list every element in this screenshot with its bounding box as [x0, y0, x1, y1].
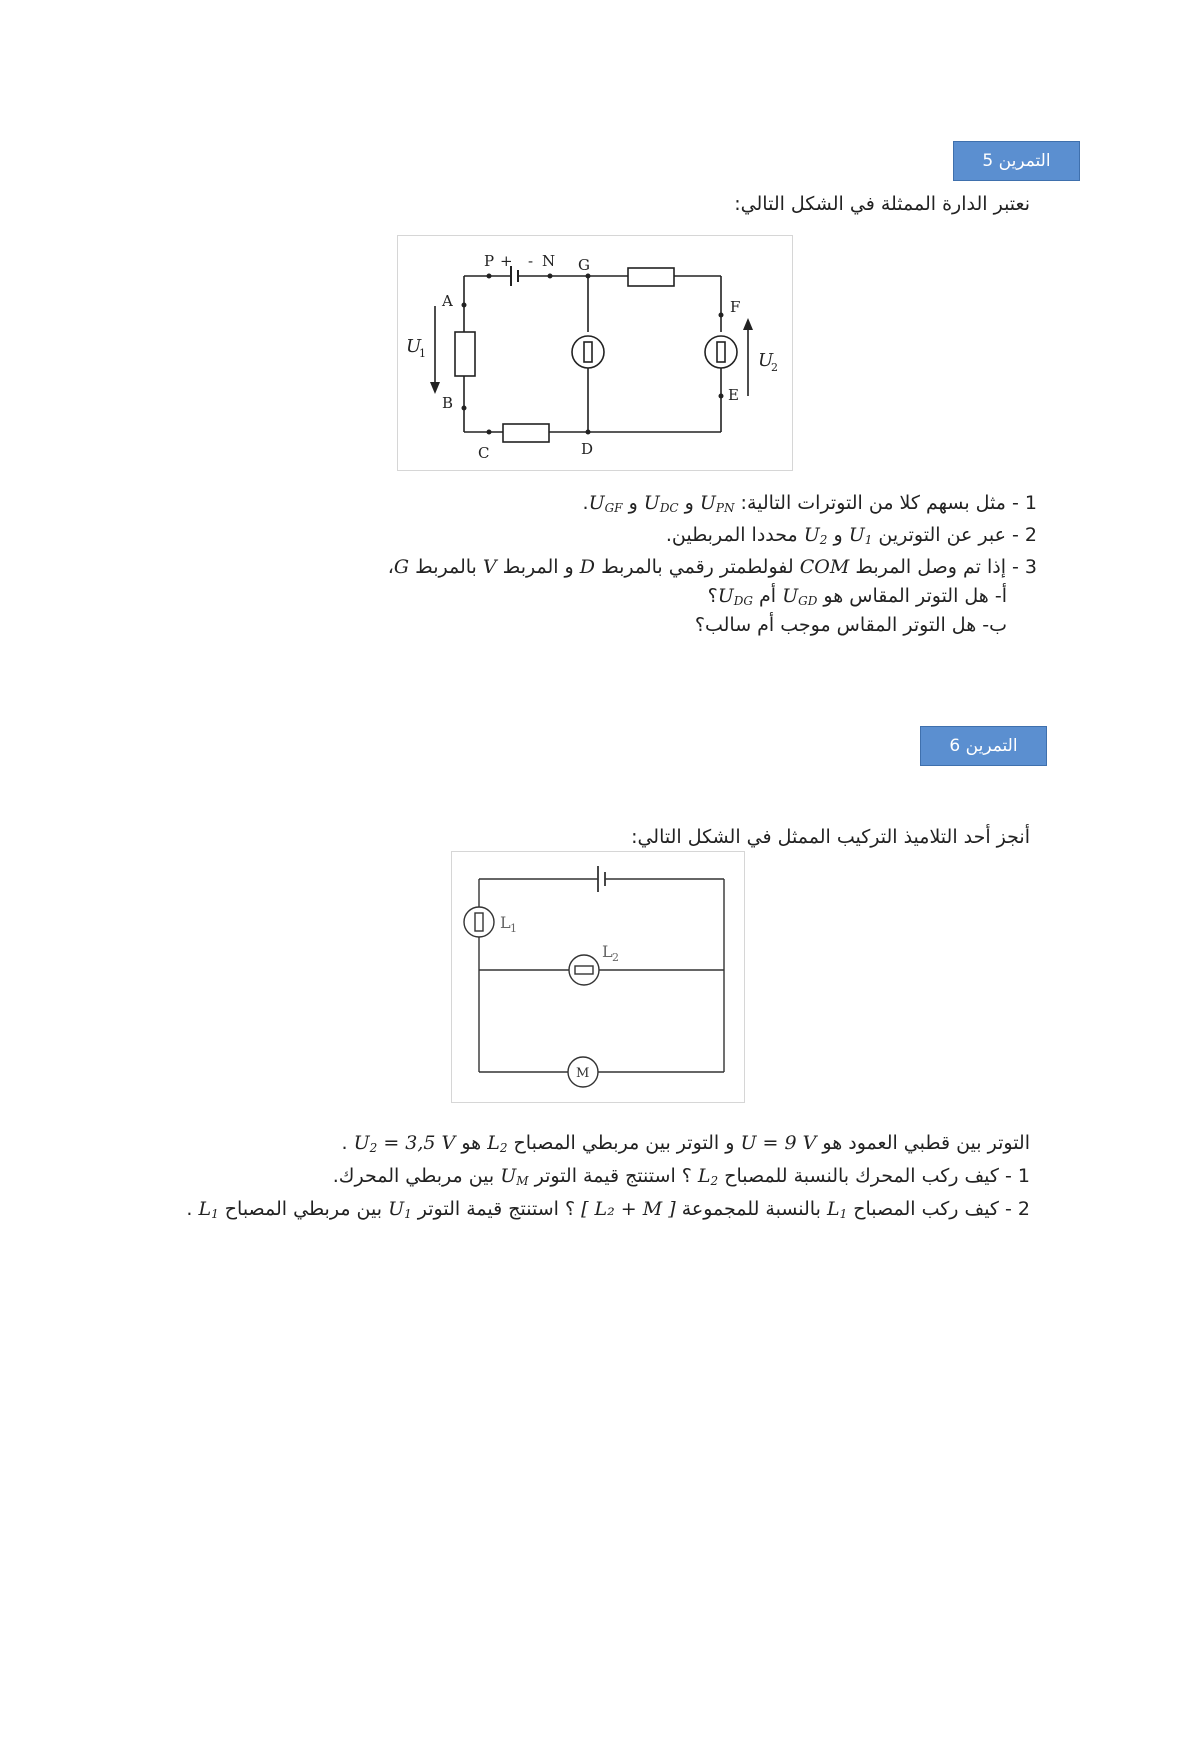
lamp-l2-label: L — [602, 942, 613, 961]
exercise-5-question-1 — [583, 492, 1037, 515]
lamp-l1-label-sub: 1 — [510, 922, 517, 935]
voltage-label-u1: U — [406, 336, 422, 357]
q3a-end: ؟ — [707, 585, 718, 607]
node-label-e: E — [728, 386, 739, 404]
exercise-6-circuit-diagram — [452, 852, 744, 1102]
q3a-u-dg: $U_{DG}$ — [717, 585, 753, 608]
ex6-q2-group: [ L₂ + M ] — [581, 1198, 676, 1220]
q3a-or: أم — [759, 585, 777, 607]
exercise-5-circuit-diagram — [398, 236, 792, 470]
s1-text-3: هو — [461, 1132, 482, 1154]
exercise-5-question-3b — [695, 614, 1007, 636]
ex6-q2-text-4: بين مربطي المصباح — [224, 1198, 383, 1220]
q1-text: 1 - مثل بسهم كلا من التوترات التالية: — [740, 492, 1037, 514]
node-label-b: B — [442, 394, 454, 412]
ex6-q1-end: بين مربطي المحرك. — [332, 1165, 495, 1187]
exercise-6-intro-text: أنجز أحد التلاميذ التركيب الممثل في الشكل التالي: — [631, 826, 1030, 848]
lamp-l1-label: L — [500, 913, 511, 932]
ex6-q2-text: 2 - كيف ركب المصباح — [853, 1198, 1030, 1220]
ex6-q1-um: $U_M$ — [500, 1165, 529, 1188]
q3-end: ، — [387, 556, 394, 578]
ex6-q2-u1: $U_1$ — [388, 1198, 412, 1221]
ex6-q2-l1: $L_1$ — [826, 1198, 848, 1221]
ex6-q2-text-3: ؟ استنتج قيمة التوتر — [417, 1198, 576, 1220]
q3-v: V — [482, 556, 497, 578]
node-label-g: G — [578, 256, 590, 274]
exercise-5-intro — [734, 193, 1030, 215]
exercise-5-question-3a — [708, 585, 1007, 608]
exercise-6-circuit-figure — [451, 851, 745, 1103]
voltage-label-u1-sub: 1 — [419, 347, 426, 360]
s1-u-value: U = 9 V — [740, 1132, 817, 1154]
ex6-q1-l2: $L_2$ — [697, 1165, 719, 1188]
exercise-5-badge — [953, 141, 1080, 181]
q1-and-2: و — [628, 492, 638, 514]
s1-text: التوتر بين قطبي العمود هو — [822, 1132, 1030, 1154]
exercise-5-circuit-figure — [397, 235, 793, 471]
motor-label: M — [576, 1066, 590, 1081]
exercise-5-question-2 — [666, 524, 1037, 547]
q3-text: 3 - إذا تم وصل المربط — [855, 556, 1037, 578]
q1-u-dc: $U_{DC}$ — [643, 492, 679, 515]
q2-and: و — [833, 524, 843, 546]
q1-u-gf: $U_{GF}$ — [588, 492, 623, 515]
exercise-6-badge-label: التمرين 6 — [949, 736, 1018, 756]
node-label-plus: + — [500, 252, 513, 270]
q1-u-pn: $U_{PN}$ — [699, 492, 735, 515]
exercise-5-badge-label: التمرين 5 — [982, 151, 1051, 171]
q3-text-2: لفولطمتر رقمي بالمربط — [601, 556, 794, 578]
q3a-u-gd: $U_{GD}$ — [782, 585, 818, 608]
node-label-d: D — [581, 440, 594, 458]
s1-end: . — [341, 1132, 348, 1154]
ex6-q2-l1-b: $L_1$ — [198, 1198, 219, 1221]
voltage-label-u2-sub: 2 — [771, 361, 778, 374]
q3-text-4: بالمربط — [415, 556, 477, 578]
node-label-f: F — [730, 298, 741, 316]
exercise-6-badge — [920, 726, 1047, 766]
ex6-q2-end: . — [186, 1198, 193, 1220]
node-label-n: N — [542, 252, 556, 270]
q3-com: COM — [799, 556, 850, 578]
s1-text-2: و التوتر بين مربطي المصباح — [513, 1132, 735, 1154]
node-label-minus: - — [528, 252, 534, 270]
ex6-q1-text: 1 - كيف ركب المحرك بالنسبة للمصباح — [724, 1165, 1030, 1187]
q2-end: محددا المربطين. — [665, 524, 798, 546]
exercise-6-intro — [631, 826, 1030, 848]
q2-u1: $U_1$ — [848, 524, 873, 547]
q3a-text: أ- هل التوتر المقاس هو — [823, 585, 1007, 607]
lamp-l2-label-sub: 2 — [612, 951, 619, 964]
q2-text: 2 - عبر عن التوترين — [878, 524, 1037, 546]
q3-d: D — [579, 556, 596, 578]
s1-u2: $U_2 = 3,5$ V — [353, 1132, 456, 1155]
ex6-q1-text-2: ؟ استنتج قيمة التوتر — [534, 1165, 692, 1187]
node-label-p: P — [484, 252, 495, 270]
node-label-c: C — [478, 444, 490, 462]
q1-end: . — [582, 492, 589, 514]
ex6-q2-text-2: بالنسبة للمجموعة — [681, 1198, 821, 1220]
q2-u2: $U_2$ — [803, 524, 828, 547]
voltage-label-u2: U — [758, 350, 774, 371]
exercise-6-question-2 — [186, 1198, 1030, 1221]
q3-g: G — [393, 556, 410, 578]
exercise-6-statement — [342, 1132, 1030, 1155]
exercise-6-question-1 — [333, 1165, 1030, 1188]
exercise-5-question-3 — [388, 556, 1037, 578]
q3-text-3: و المربط — [502, 556, 574, 578]
node-label-a: A — [442, 292, 453, 310]
exercise-5-intro-text: نعتبر الدارة الممثلة في الشكل التالي: — [734, 193, 1030, 215]
q3b-text: ب- هل التوتر المقاس موجب أم سالب؟ — [694, 614, 1007, 636]
q1-and-1: و — [684, 492, 694, 514]
s1-l2: $L_2$ — [487, 1132, 508, 1155]
